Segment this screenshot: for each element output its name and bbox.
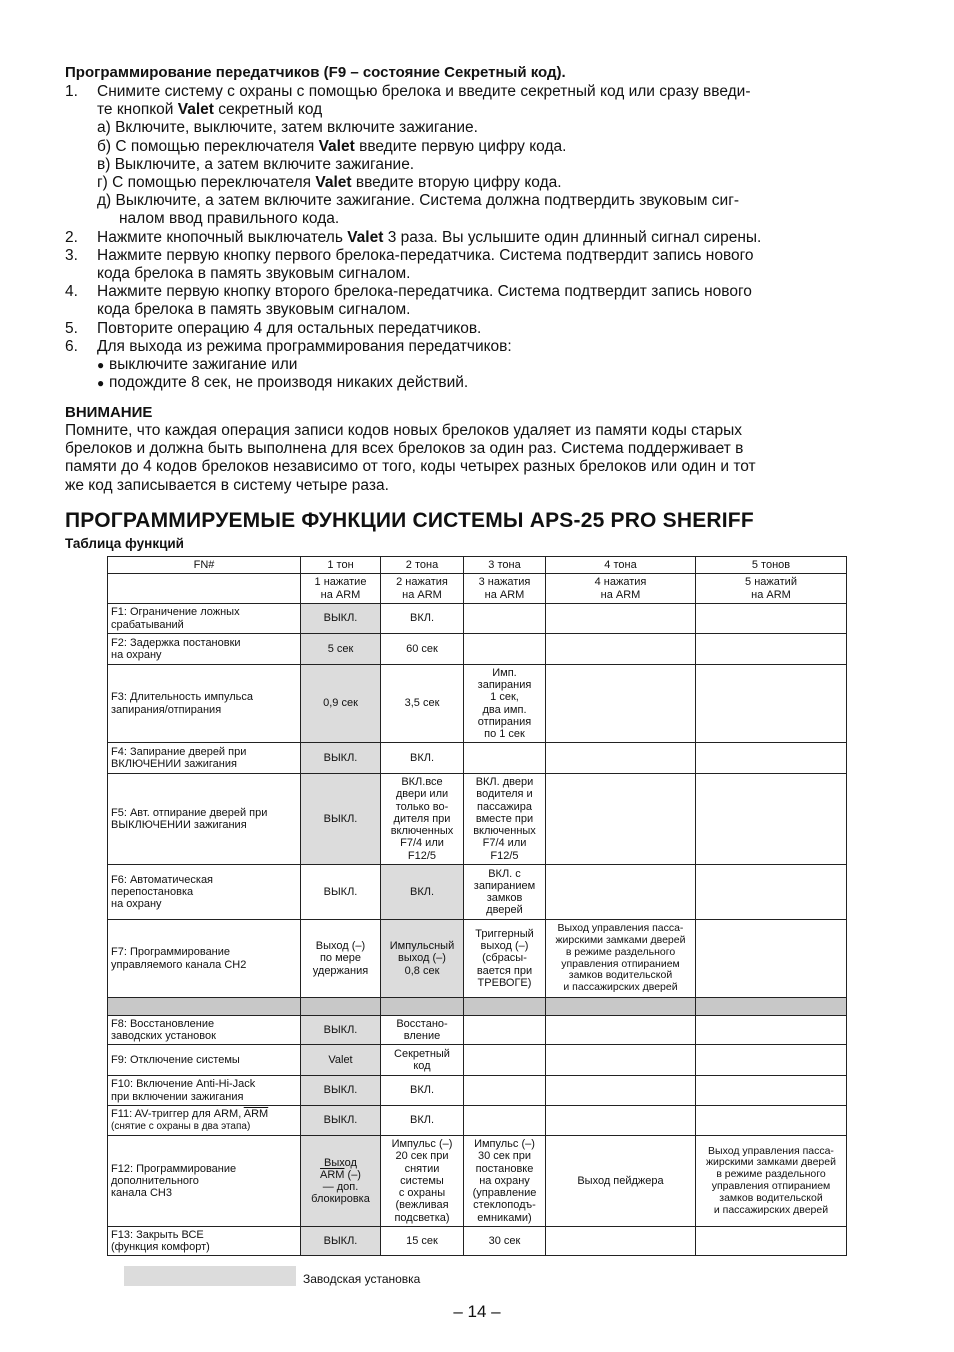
value-cell: ВЫКЛ. bbox=[301, 865, 381, 920]
bullet-icon: ● bbox=[97, 376, 105, 391]
value-cell bbox=[464, 1016, 546, 1045]
value-cell bbox=[546, 1227, 696, 1256]
value-cell: Секретный код bbox=[381, 1045, 464, 1076]
value-cell: ВКЛ.все двери или только во- дителя при включенных F7/4 или F12/5 bbox=[381, 774, 464, 865]
separator-row bbox=[108, 998, 847, 1016]
page-title: ПРОГРАММИРУЕМЫЕ ФУНКЦИИ СИСТЕМЫ APS-25 PRO SHERIFF bbox=[65, 509, 754, 532]
value-cell bbox=[464, 634, 546, 665]
step-line: те кнопкой Valet секретный код bbox=[97, 101, 323, 119]
table-header-row bbox=[108, 557, 847, 574]
header-cell: 5 тонов bbox=[696, 557, 847, 574]
header-cell: 2 нажатия на ARM bbox=[381, 574, 464, 604]
instruction-steps bbox=[65, 83, 889, 392]
header-cell: 3 тона bbox=[464, 557, 546, 574]
header-cell: 4 тона bbox=[546, 557, 696, 574]
value-cell bbox=[546, 604, 696, 634]
function-name-cell bbox=[108, 998, 301, 1016]
value-cell bbox=[301, 998, 381, 1016]
value-cell bbox=[546, 998, 696, 1016]
value-cell bbox=[696, 865, 847, 920]
value-cell bbox=[696, 998, 847, 1016]
bullet-item: ● выключите зажигание или bbox=[97, 356, 298, 374]
value-cell bbox=[546, 634, 696, 665]
value-cell bbox=[696, 1045, 847, 1076]
function-name-cell: F7: Программирование управляемого канала CH2 bbox=[108, 920, 301, 998]
function-name-cell: F2: Задержка постановки на охрану bbox=[108, 634, 301, 665]
value-cell bbox=[546, 665, 696, 743]
value-cell: ВЫКЛ. bbox=[301, 1227, 381, 1256]
function-name-cell: F12: Программирование дополнительного канала CH3 bbox=[108, 1136, 301, 1227]
page-number: – 14 – bbox=[453, 1302, 501, 1321]
value-cell: 0,9 сек bbox=[301, 665, 381, 743]
function-name-cell: F5: Авт. отпирание дверей при ВЫКЛЮЧЕНИИ зажигания bbox=[108, 774, 301, 865]
value-cell bbox=[546, 1106, 696, 1136]
value-cell bbox=[546, 1016, 696, 1045]
warning-title: ВНИМАНИЕ bbox=[65, 404, 153, 421]
value-cell bbox=[696, 1227, 847, 1256]
step-line: 3. Нажмите первую кнопку первого брелока-передатчика. Система подтвердит запись нового bbox=[65, 246, 754, 264]
warning-line: памяти до 4 кодов брелоков независимо от того, коды четырех разных брелоков или один и тот bbox=[65, 458, 756, 476]
value-cell: Имп. запирания 1 сек, два имп. отпирания по 1 сек bbox=[464, 665, 546, 743]
functions-table bbox=[107, 556, 847, 1256]
table-subheader-row bbox=[108, 574, 847, 604]
value-cell bbox=[696, 1106, 847, 1136]
bullet-icon: ● bbox=[97, 358, 105, 373]
table-row bbox=[108, 865, 847, 920]
step-number: 5. bbox=[65, 319, 78, 337]
value-cell bbox=[546, 1076, 696, 1106]
value-cell bbox=[546, 865, 696, 920]
value-cell bbox=[696, 665, 847, 743]
value-cell bbox=[696, 1076, 847, 1106]
value-cell: ВЫКЛ. bbox=[301, 604, 381, 634]
value-cell bbox=[464, 1106, 546, 1136]
value-cell: Выход пейджера bbox=[546, 1136, 696, 1227]
value-cell: Выход управления пасса- жирскими замками дверей в режиме раздельного управления отпиранием замков водительской и пассажирских дверей bbox=[696, 1136, 847, 1227]
step-number: 2. bbox=[65, 228, 78, 246]
substep-line: г) С помощью переключателя Valet введите вторую цифру кода. bbox=[97, 174, 562, 192]
function-name-cell: F4: Запирание дверей при ВКЛЮЧЕНИИ зажигания bbox=[108, 743, 301, 774]
substep-line: д) Выключите, а затем включите зажигание. Система должна подтвердить звуковым сиг- bbox=[97, 192, 740, 210]
header-cell: 5 нажатий на ARM bbox=[696, 574, 847, 604]
step-number: 6. bbox=[65, 337, 78, 355]
value-cell bbox=[464, 1076, 546, 1106]
function-name-cell: F13: Закрыть ВСЕ (функция комфорт) bbox=[108, 1227, 301, 1256]
header-cell: 2 тона bbox=[381, 557, 464, 574]
value-cell: Восстано- вление bbox=[381, 1016, 464, 1045]
value-cell bbox=[464, 1045, 546, 1076]
table-row bbox=[108, 743, 847, 774]
table-row bbox=[108, 1136, 847, 1227]
value-cell bbox=[546, 743, 696, 774]
value-cell bbox=[696, 1016, 847, 1045]
value-cell bbox=[464, 743, 546, 774]
table-row bbox=[108, 1106, 847, 1136]
warning-line: брелоков и должна быть выполнена для всех брелоков за один раз. Система поддерживает в bbox=[65, 440, 744, 458]
function-name-cell: F3: Длительность импульса запирания/отпирания bbox=[108, 665, 301, 743]
legend-swatch bbox=[124, 1266, 296, 1286]
value-cell: Выход $\overline{ARM}$ (–) — доп. блокировка bbox=[301, 1136, 381, 1227]
value-cell bbox=[696, 634, 847, 665]
value-cell: ВЫКЛ. bbox=[301, 1106, 381, 1136]
header-cell: 1 нажатие на ARM bbox=[301, 574, 381, 604]
value-cell bbox=[696, 743, 847, 774]
value-cell bbox=[696, 774, 847, 865]
table-row bbox=[108, 774, 847, 865]
value-cell: 30 сек bbox=[464, 1227, 546, 1256]
step-number: 3. bbox=[65, 246, 78, 264]
header-cell: 3 нажатия на ARM bbox=[464, 574, 546, 604]
step-line: 2. Нажмите кнопочный выключатель Valet 3 раза. Вы услышите один длинный сигнал сирены. bbox=[65, 228, 762, 246]
value-cell bbox=[696, 920, 847, 998]
table-title: Таблица функций bbox=[65, 536, 184, 551]
table-row bbox=[108, 634, 847, 665]
value-cell: Импульсный выход (–) 0,8 сек bbox=[381, 920, 464, 998]
table-row bbox=[108, 665, 847, 743]
value-cell: ВКЛ. bbox=[381, 743, 464, 774]
value-cell: ВЫКЛ. bbox=[301, 774, 381, 865]
table-row bbox=[108, 1227, 847, 1256]
value-cell bbox=[381, 998, 464, 1016]
table-row bbox=[108, 1016, 847, 1045]
warning-text bbox=[65, 422, 889, 495]
section-heading: Программирование передатчиков (F9 – состояние Секретный код). bbox=[65, 64, 566, 81]
header-cell bbox=[108, 574, 301, 604]
step-line: кода брелока в память звуковым сигналом. bbox=[97, 265, 411, 283]
header-cell: 1 тон bbox=[301, 557, 381, 574]
substep-line: в) Выключите, а затем включите зажигание. bbox=[97, 155, 415, 173]
function-name-cell: F6: Автоматическая перепостановка на охрану bbox=[108, 865, 301, 920]
function-name-cell: F1: Ограничение ложных срабатываний bbox=[108, 604, 301, 634]
value-cell: Импульс (–) 30 сек при постановке на охрану (управление стеклоподъ- емниками) bbox=[464, 1136, 546, 1227]
value-cell bbox=[546, 774, 696, 865]
step-line: 6. Для выхода из режима программирования передатчиков: bbox=[65, 337, 512, 355]
value-cell bbox=[464, 998, 546, 1016]
table-row bbox=[108, 1076, 847, 1106]
value-cell: ВКЛ. bbox=[381, 604, 464, 634]
value-cell: Выход (–) по мере удержания bbox=[301, 920, 381, 998]
value-cell bbox=[696, 604, 847, 634]
value-cell: 5 сек bbox=[301, 634, 381, 665]
function-name-cell: F11: AV-триггер для ARM, $\overline{ARM}$ (снятие с охраны в два этапа) bbox=[108, 1106, 301, 1136]
step-line: 4. Нажмите первую кнопку второго брелока-передатчика. Система подтвердит запись нового bbox=[65, 283, 752, 301]
legend-text: Заводская установка bbox=[303, 1272, 421, 1286]
warning-line: Помните, что каждая операция записи кодов новых брелоков удаляет из памяти коды старых bbox=[65, 422, 742, 439]
value-cell: Триггерный выход (–) (сбрасы- вается при ТРЕВОГЕ) bbox=[464, 920, 546, 998]
function-name-cell: F9: Отключение системы bbox=[108, 1045, 301, 1076]
value-cell: ВКЛ. bbox=[381, 865, 464, 920]
table-row bbox=[108, 920, 847, 998]
step-line: 1. Снимите систему с охраны с помощью брелока и введите секретный код или сразу введи- bbox=[65, 83, 751, 100]
value-cell: ВЫКЛ. bbox=[301, 743, 381, 774]
substep-line: б) С помощью переключателя Valet введите первую цифру кода. bbox=[97, 137, 567, 155]
value-cell: Valet bbox=[301, 1045, 381, 1076]
value-cell bbox=[546, 1045, 696, 1076]
header-cell: 4 нажатия на ARM bbox=[546, 574, 696, 604]
step-number: 4. bbox=[65, 283, 78, 301]
step-line: кода брелока в память звуковым сигналом. bbox=[97, 301, 411, 319]
step-number: 1. bbox=[65, 83, 78, 100]
value-cell: ВКЛ. двери водителя и пассажира вместе при включенных F7/4 или F12/5 bbox=[464, 774, 546, 865]
value-cell bbox=[464, 604, 546, 634]
value-cell: ВКЛ. bbox=[381, 1076, 464, 1106]
bullet-item: ● подождите 8 сек, не производя никаких действий. bbox=[97, 374, 469, 392]
value-cell: ВКЛ. bbox=[381, 1106, 464, 1136]
value-cell: Выход управления пасса- жирскими замками дверей в режиме раздельного управления отпиранием замков водительской и пассажирских дверей bbox=[546, 920, 696, 998]
value-cell: 3,5 сек bbox=[381, 665, 464, 743]
function-name-cell: F10: Включение Anti-Hi-Jack при включении зажигания bbox=[108, 1076, 301, 1106]
value-cell: 60 сек bbox=[381, 634, 464, 665]
table-row bbox=[108, 604, 847, 634]
value-cell: ВКЛ. с запиранием замков дверей bbox=[464, 865, 546, 920]
step-line: 5. Повторите операцию 4 для остальных передатчиков. bbox=[65, 319, 482, 337]
value-cell: 15 сек bbox=[381, 1227, 464, 1256]
function-name-cell: F8: Восстановление заводских установок bbox=[108, 1016, 301, 1045]
value-cell: Импульс (–) 20 сек при снятии системы с охраны (вежливая подсветка) bbox=[381, 1136, 464, 1227]
table-row bbox=[108, 1045, 847, 1076]
substep-line: налом ввод правильного кода. bbox=[119, 210, 340, 228]
header-cell: FN# bbox=[108, 557, 301, 574]
substep-line: а) Включите, выключите, затем включите зажигание. bbox=[97, 119, 478, 137]
value-cell: ВЫКЛ. bbox=[301, 1016, 381, 1045]
warning-line: же код записывается в систему четыре раза. bbox=[65, 476, 389, 494]
value-cell: ВЫКЛ. bbox=[301, 1076, 381, 1106]
